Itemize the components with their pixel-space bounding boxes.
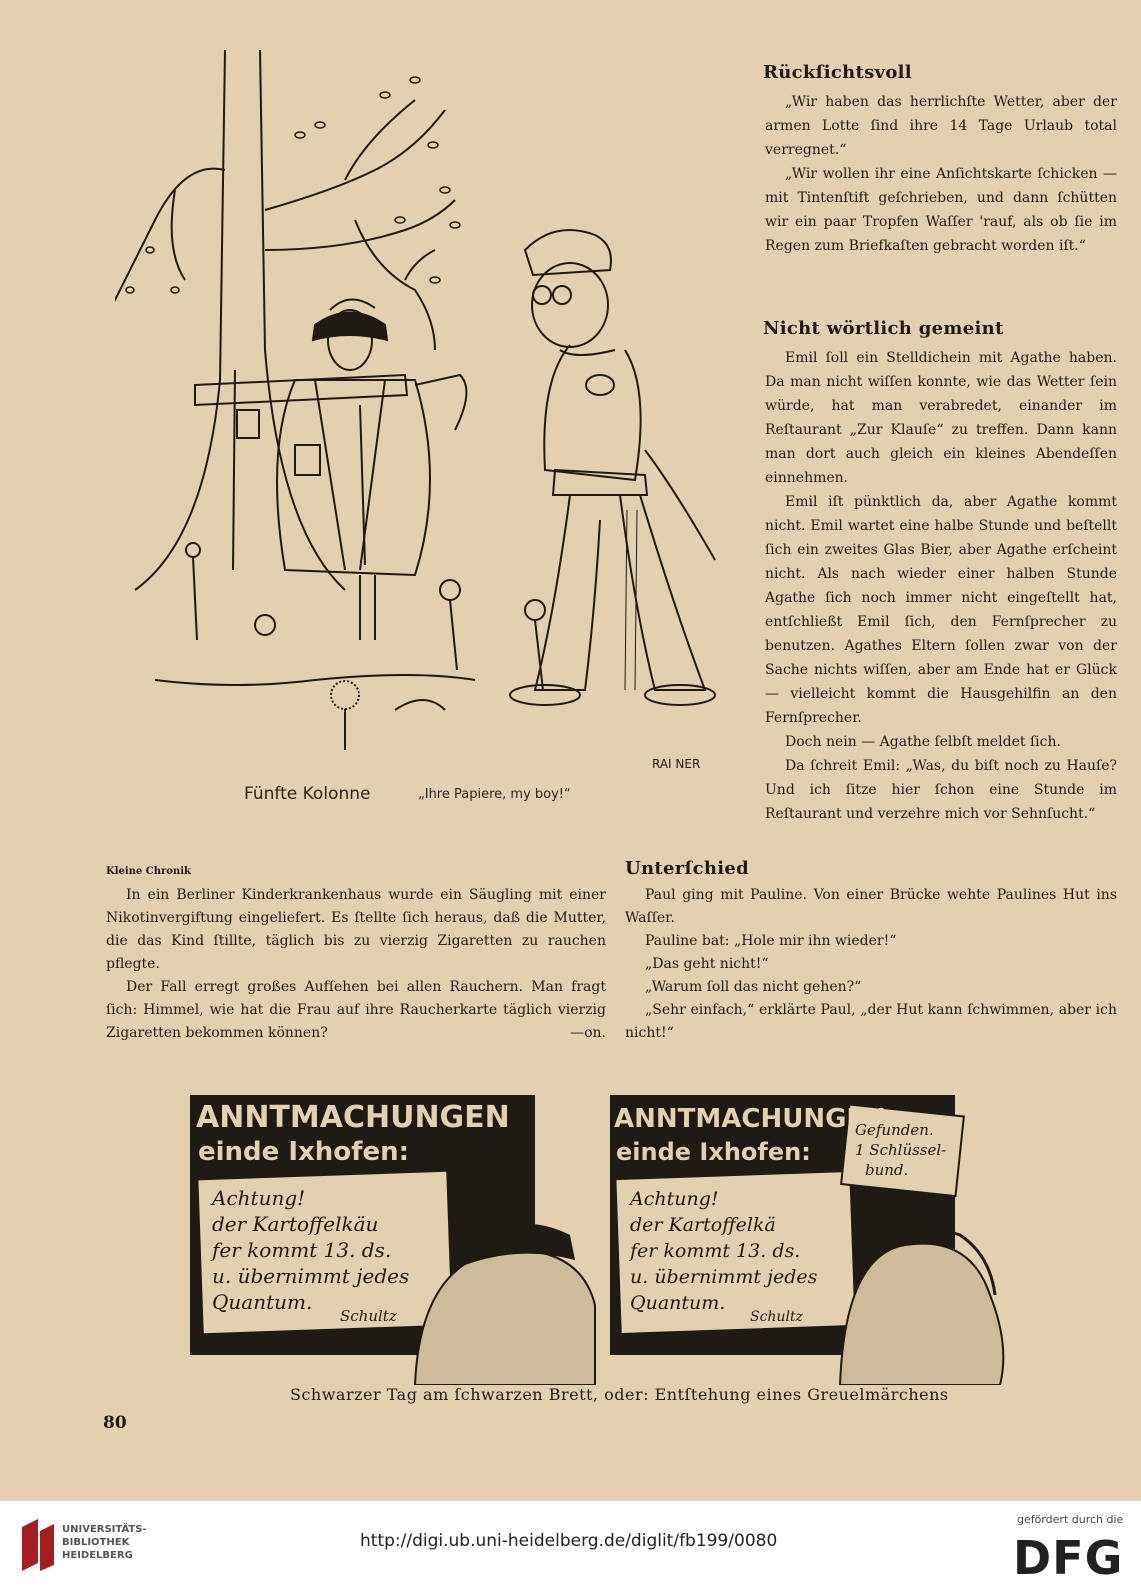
article-kleine-chronik [106, 884, 606, 1045]
notice-left-line: Schultz [340, 1307, 397, 1325]
paragraph: In ein Berliner Kinderkrankenhaus wurde ein Säugling mit einer Nikotinvergiftung eingeliefert. Es ſtellte ſich heraus, daß die Mutter, die das Kind ſtillte, täglich bis zu vierzig Zigaretten zu rauchen pflegte. [106, 887, 606, 972]
found-note-line: Gefunden. [855, 1121, 934, 1139]
university-library-name [62, 1523, 147, 1562]
notice-left-line: Achtung! [212, 1186, 306, 1210]
found-note-line: bund. [865, 1161, 909, 1179]
heading-kleine-chronik: Kleine Chronik [106, 866, 191, 877]
cartoon-top-caption-left: Fünfte Kolonne [244, 784, 371, 804]
notice-left-line: der Kartoffelkäu [212, 1212, 379, 1236]
notice-left-line: fer kommt 13. ds. [212, 1238, 392, 1262]
institution-line: BIBLIOTHEK [62, 1537, 130, 1548]
board-title-right: ANNTMACHUNGEN [614, 1104, 886, 1134]
article-author: —on. [570, 1025, 606, 1041]
notice-board-left [190, 1095, 595, 1385]
cartoon-scarecrow-soldier [115, 50, 735, 790]
paragraph: „Warum ſoll das nicht gehen?“ [645, 979, 862, 995]
paragraph: Der Fall erregt großes Aufſehen bei allen Rauchern. Man fragt ſich: Himmel, wie hat die Frau auf ihre Raucherkarte täglich vierzig Zigaretten bekommen können? [106, 979, 606, 1041]
paragraph: „Wir haben das herrlichſte Wetter, aber der armen Lotte ſind ihre 14 Tage Urlaub total verregnet.“ [765, 94, 1117, 158]
article-ruecksichtsvoll [765, 90, 1117, 258]
cartoon-top-signature: RAI NER [652, 757, 701, 771]
dfg-logo: DFG [1013, 1531, 1124, 1585]
paragraph: „Das geht nicht!“ [645, 956, 769, 972]
board-title-left: ANNTMACHUNGEN [196, 1100, 510, 1135]
article-unterschied [625, 884, 1117, 1045]
paragraph: Paul ging mit Pauline. Von einer Brücke wehte Paulines Hut ins Waſſer. [625, 887, 1117, 926]
footer-bar [0, 1500, 1141, 1594]
board-subtitle-right: einde Ixhofen: [616, 1138, 811, 1166]
heading-unterschied: Unterſchied [625, 858, 750, 879]
article-nicht-woertlich [765, 346, 1117, 826]
paragraph: Doch nein — Agathe ſelbſt meldet ſich. [785, 734, 1061, 750]
page-number: 80 [103, 1413, 127, 1433]
notice-right-line: Schultz [750, 1309, 803, 1325]
notice-right-line: Achtung! [630, 1188, 719, 1210]
heading-nicht-woertlich: Nicht wörtlich gemeint [763, 318, 1004, 339]
notice-board-right [610, 1095, 1003, 1385]
institution-line: HEIDELBERG [62, 1550, 133, 1561]
notice-left-line: Quantum. [212, 1290, 313, 1314]
notice-right-line: der Kartoffelkä [630, 1214, 776, 1236]
found-note-line: 1 Schlüssel- [855, 1141, 947, 1159]
notice-right-line: u. übernimmt jedes [630, 1266, 818, 1288]
cartoon-notice-boards [190, 1085, 1110, 1385]
cartoon-bottom-caption: Schwarzer Tag am ſchwarzen Brett, oder: Entſtehung eines Greuelmärchens [290, 1385, 949, 1404]
heading-ruecksichtsvoll: Rückſichtsvoll [763, 62, 912, 83]
paragraph: Emil ſoll ein Stelldichein mit Agathe haben. Da man nicht wiſſen konnte, wie das Wetter ſein würde, hat man verabredet, einander im Reſtaurant „Zur Klauſe“ zu treffen. Dann kann man dort auch gleich ein kleines Abendeſſen einnehmen. [765, 350, 1117, 486]
notice-right-line: fer kommt 13. ds. [630, 1240, 801, 1262]
permalink-url[interactable]: http://digi.ub.uni-heidelberg.de/diglit/fb199/0080 [360, 1531, 778, 1551]
institution-line: UNIVERSITÄTS- [62, 1524, 147, 1535]
paragraph: Emil iſt pünktlich da, aber Agathe kommt nicht. Emil wartet eine halbe Stunde und beſtellt ſich ein zweites Glas Bier, aber Agathe erſcheint nicht. Als nach wieder einer halben Stunde Agathe ſich noch immer nicht eingeſtellt hat, entſchließt Emil ſich, den Fernſprecher zu benutzen. Agathes Eltern ſollen zwar von der Sache nichts wiſſen, aber am Ende hat er Glück — vielleicht kommt die Hausgehilfin an den Fernſprecher. [765, 494, 1117, 726]
university-library-logo-icon [18, 1517, 58, 1573]
board-subtitle-left: einde Ixhofen: [198, 1137, 410, 1167]
paragraph: Da ſchreit Emil: „Was, du biſt noch zu Hauſe? Und ich ſitze hier ſchon eine Stunde im Reſtaurant und verzehre mich vor Sehnſucht.“ [765, 758, 1117, 822]
funded-by-label: gefördert durch die [1017, 1513, 1124, 1526]
paragraph: „Sehr einfach,“ erklärte Paul, „der Hut kann ſchwimmen, aber ich nicht!“ [625, 1002, 1117, 1041]
paragraph: Pauline bat: „Hole mir ihn wieder!“ [645, 933, 897, 949]
paragraph: „Wir wollen ihr eine Anſichtskarte ſchicken — mit Tintenſtift geſchrieben, und dann ſchütten wir ein paar Tropfen Waſſer 'rauf, als ob ſie im Regen zum Briefkaſten gebracht worden iſt.“ [765, 166, 1117, 254]
notice-right-line: Quantum. [630, 1292, 726, 1314]
notice-left-line: u. übernimmt jedes [212, 1264, 410, 1288]
cartoon-top-caption-right: „Ihre Papiere, my boy!“ [418, 787, 571, 802]
